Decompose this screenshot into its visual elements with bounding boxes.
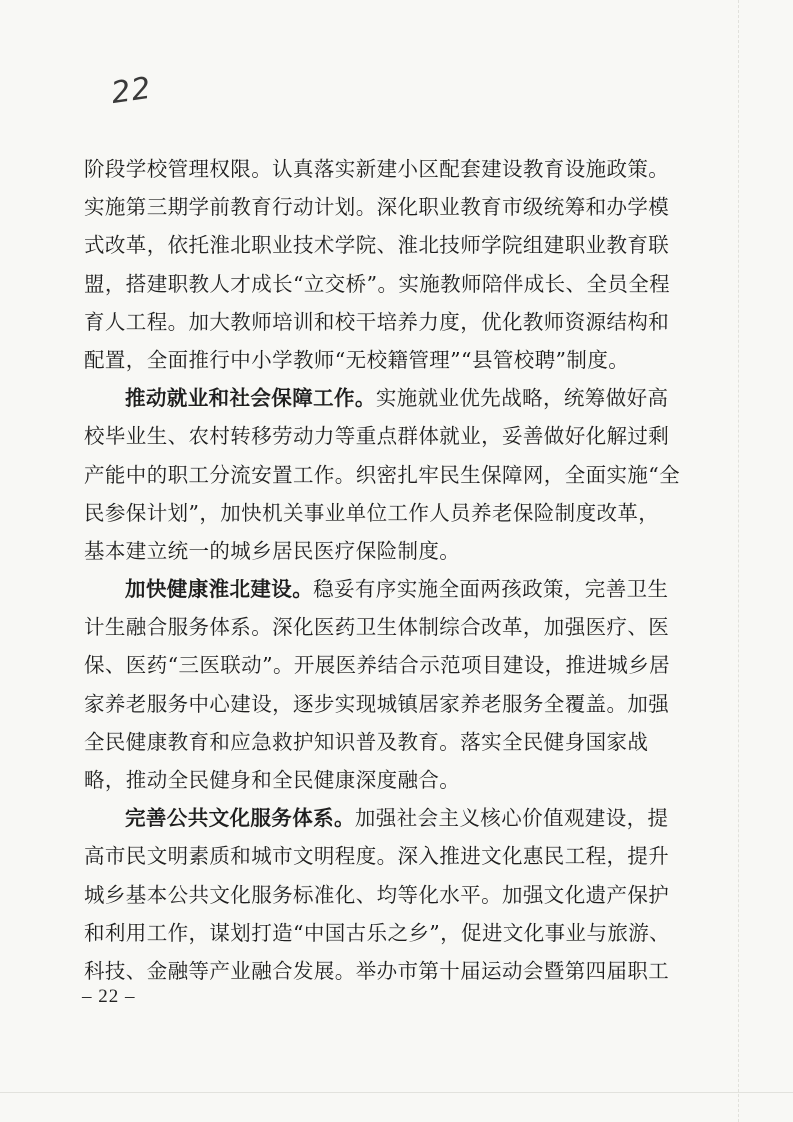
line-text: 和利用工作，谋划打造“中国古乐之乡”，促进文化事业与旅游、 <box>84 920 671 945</box>
line-text: 计生融合服务体系。深化医药卫生体制综合改革，加强医疗、医 <box>84 615 670 640</box>
page-number: – 22 – <box>82 986 136 1007</box>
line-text: 配置，全面推行中小学教师“无校籍管理”“县管校聘”制度。 <box>84 347 630 372</box>
line-text: 基本建立统一的城乡居民医疗保险制度。 <box>84 538 461 563</box>
text-line <box>84 876 670 914</box>
scan-bottom-edge <box>0 1092 793 1094</box>
line-text: 城乡基本公共文化服务标准化、均等化水平。加强文化遗产保护 <box>84 882 670 907</box>
line-text: 实施第三期学前教育行动计划。深化职业教育市级统筹和办学模 <box>84 195 670 220</box>
section-heading: 加快健康淮北建设。 <box>125 577 314 602</box>
line-text: 稳妥有序实施全面两孩政策，完善卫生 <box>313 577 669 602</box>
text-line <box>84 646 671 684</box>
text-line <box>84 150 670 188</box>
text-line <box>84 226 670 264</box>
text-line <box>84 608 670 646</box>
text-line <box>84 456 681 494</box>
handwritten-page-mark: 22 <box>109 70 154 111</box>
text-line <box>84 570 669 608</box>
text-line <box>84 494 664 532</box>
text-line <box>84 799 669 837</box>
line-text: 高市民文明素质和城市文明程度。深入推进文化惠民工程，提升 <box>84 844 670 869</box>
text-line <box>84 914 671 952</box>
text-line <box>84 188 670 226</box>
text-line <box>84 532 664 570</box>
text-line <box>84 837 670 875</box>
section-heading: 完善公共文化服务体系。 <box>125 806 355 831</box>
text-line <box>84 341 664 379</box>
line-text: 科技、金融等产业融合发展。举办市第十届运动会暨第四届职工 <box>84 958 670 983</box>
text-line <box>84 265 671 303</box>
text-line <box>84 417 670 455</box>
line-text: 民参保计划”，加快机关事业单位工作人员养老保险制度改革， <box>84 500 660 525</box>
text-line <box>84 379 669 417</box>
text-line <box>84 685 670 723</box>
text-line <box>84 952 670 990</box>
line-text: 阶段学校管理权限。认真落实新建小区配套建设教育设施政策。 <box>84 157 670 181</box>
body-text <box>84 150 681 990</box>
line-text: 实施就业优先战略，统筹做好高 <box>375 386 669 411</box>
text-line <box>84 303 670 341</box>
line-text: 式改革，依托淮北职业技术学院、淮北技师学院组建职业教育联 <box>84 233 670 258</box>
line-text: 家养老服务中心建设，逐步实现城镇居家养老服务全覆盖。加强 <box>84 691 670 716</box>
scan-edge-marks <box>738 0 740 1122</box>
line-text: 育人工程。加大教师培训和校干培养力度，优化教师资源结构和 <box>84 309 670 334</box>
text-line <box>84 761 664 799</box>
text-line <box>84 723 664 761</box>
line-text: 保、医药“三医联动”。开展医养结合示范项目建设，推进城乡居 <box>84 653 671 678</box>
line-text: 校毕业生、农村转移劳动力等重点群体就业，妥善做好化解过剩 <box>84 424 670 449</box>
line-text: 略，推动全民健身和全民健康深度融合。 <box>84 768 461 792</box>
line-text: 加强社会主义核心价值观建设，提 <box>354 806 669 831</box>
line-text: 盟，搭建职教人才成长“立交桥”。实施教师陪伴成长、全员全程 <box>84 271 671 296</box>
line-text: 全民健康教育和应急救护知识普及教育。落实全民健身国家战 <box>84 729 649 754</box>
line-text: 产能中的职工分流安置工作。织密扎牢民生保障网，全面实施“全 <box>84 462 681 487</box>
section-heading: 推动就业和社会保障工作。 <box>125 386 376 411</box>
